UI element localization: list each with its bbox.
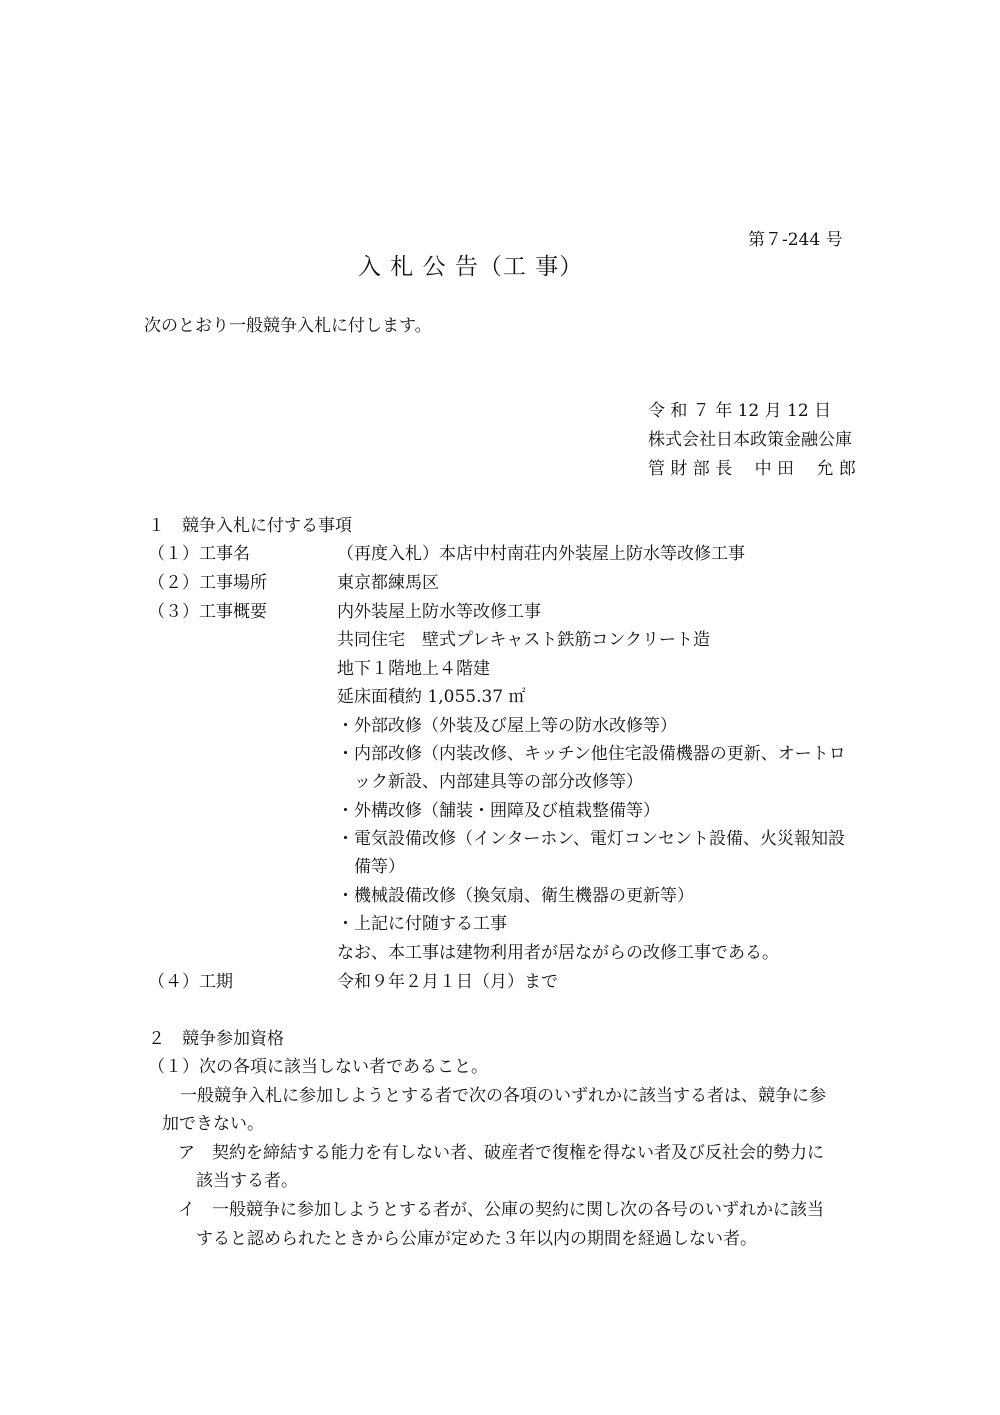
overview-line: 共同住宅 壁式プレキャスト鉄筋コンクリート造 [337, 630, 710, 650]
overview-line: ・電気設備改修（インターホン、電灯コンセント設備、火災報知設 [337, 829, 845, 849]
section2-item-i-line: イ 一般競争に参加しようとする者が、公庫の契約に関し次の各号のいずれかに該当 [178, 1200, 824, 1220]
section2-item-a-line: 該当する者。 [196, 1171, 298, 1191]
section2-heading: ２ 競争参加資格 [148, 1029, 284, 1049]
item-label-construction-period: （４）工期 [148, 972, 233, 992]
document-number: 第７-244 号 [748, 230, 843, 250]
section2-paragraph-line: 加できない。 [162, 1114, 264, 1134]
section2-paragraph-line: 一般競争入札に参加しようとする者で次の各項のいずれかに該当する者は、競争に参 [180, 1086, 826, 1106]
section2-item-i-line: すると認められたときから公庫が定めた３年以内の期間を経過しない者。 [196, 1229, 757, 1249]
overview-line: 地下１階地上４階建 [337, 659, 490, 679]
section2-sub1: （１）次の各項に該当しない者であること。 [148, 1057, 488, 1077]
issue-date: 令 和 ７ 年 12 月 12 日 [648, 401, 832, 421]
overview-line: ・外部改修（外装及び屋上等の防水改修等） [337, 716, 677, 736]
section2-item-a-line: ア 契約を締結する能力を有しない者、破産者で復権を得ない者及び反社会的勢力に [178, 1143, 824, 1163]
item-value-construction-name: （再度入札）本店中村南荘内外装屋上防水等改修工事 [337, 544, 745, 564]
item-label-construction-overview: （３）工事概要 [148, 602, 267, 622]
overview-line: ・上記に付随する工事 [337, 914, 507, 934]
item-value-construction-site: 東京都練馬区 [337, 573, 439, 593]
item-value-construction-overview: 内外装屋上防水等改修工事 [337, 602, 541, 622]
intro-text: 次のとおり一般競争入札に付します。 [144, 316, 432, 336]
overview-line: ・外構改修（舗装・囲障及び植栽整備等） [337, 801, 660, 821]
issuer-organization: 株式会社日本政策金融公庫 [648, 430, 852, 450]
overview-line: ・内部改修（内装改修、キッチン他住宅設備機器の更新、オートロ [337, 744, 846, 764]
section1-heading: １ 競争入札に付する事項 [148, 516, 352, 536]
overview-line: 延床面積約 1,055.37 ㎡ [337, 687, 526, 707]
item-label-construction-name: （１）工事名 [148, 544, 250, 564]
overview-line: なお、本工事は建物利用者が居ながらの改修工事である。 [337, 943, 779, 963]
item-value-construction-period: 令和９年２月１日（月）まで [337, 972, 558, 992]
overview-line: ・機械設備改修（換気扇、衛生機器の更新等） [337, 886, 694, 906]
overview-line: 備等） [337, 857, 405, 877]
overview-line: ック新設、内部建具等の部分改修等） [337, 772, 643, 792]
item-label-construction-site: （２）工事場所 [148, 573, 267, 593]
issuer-official: 管 財 部 長 中 田 允 郎 [648, 459, 856, 479]
page-title: 入 札 公 告（工 事） [358, 254, 584, 280]
